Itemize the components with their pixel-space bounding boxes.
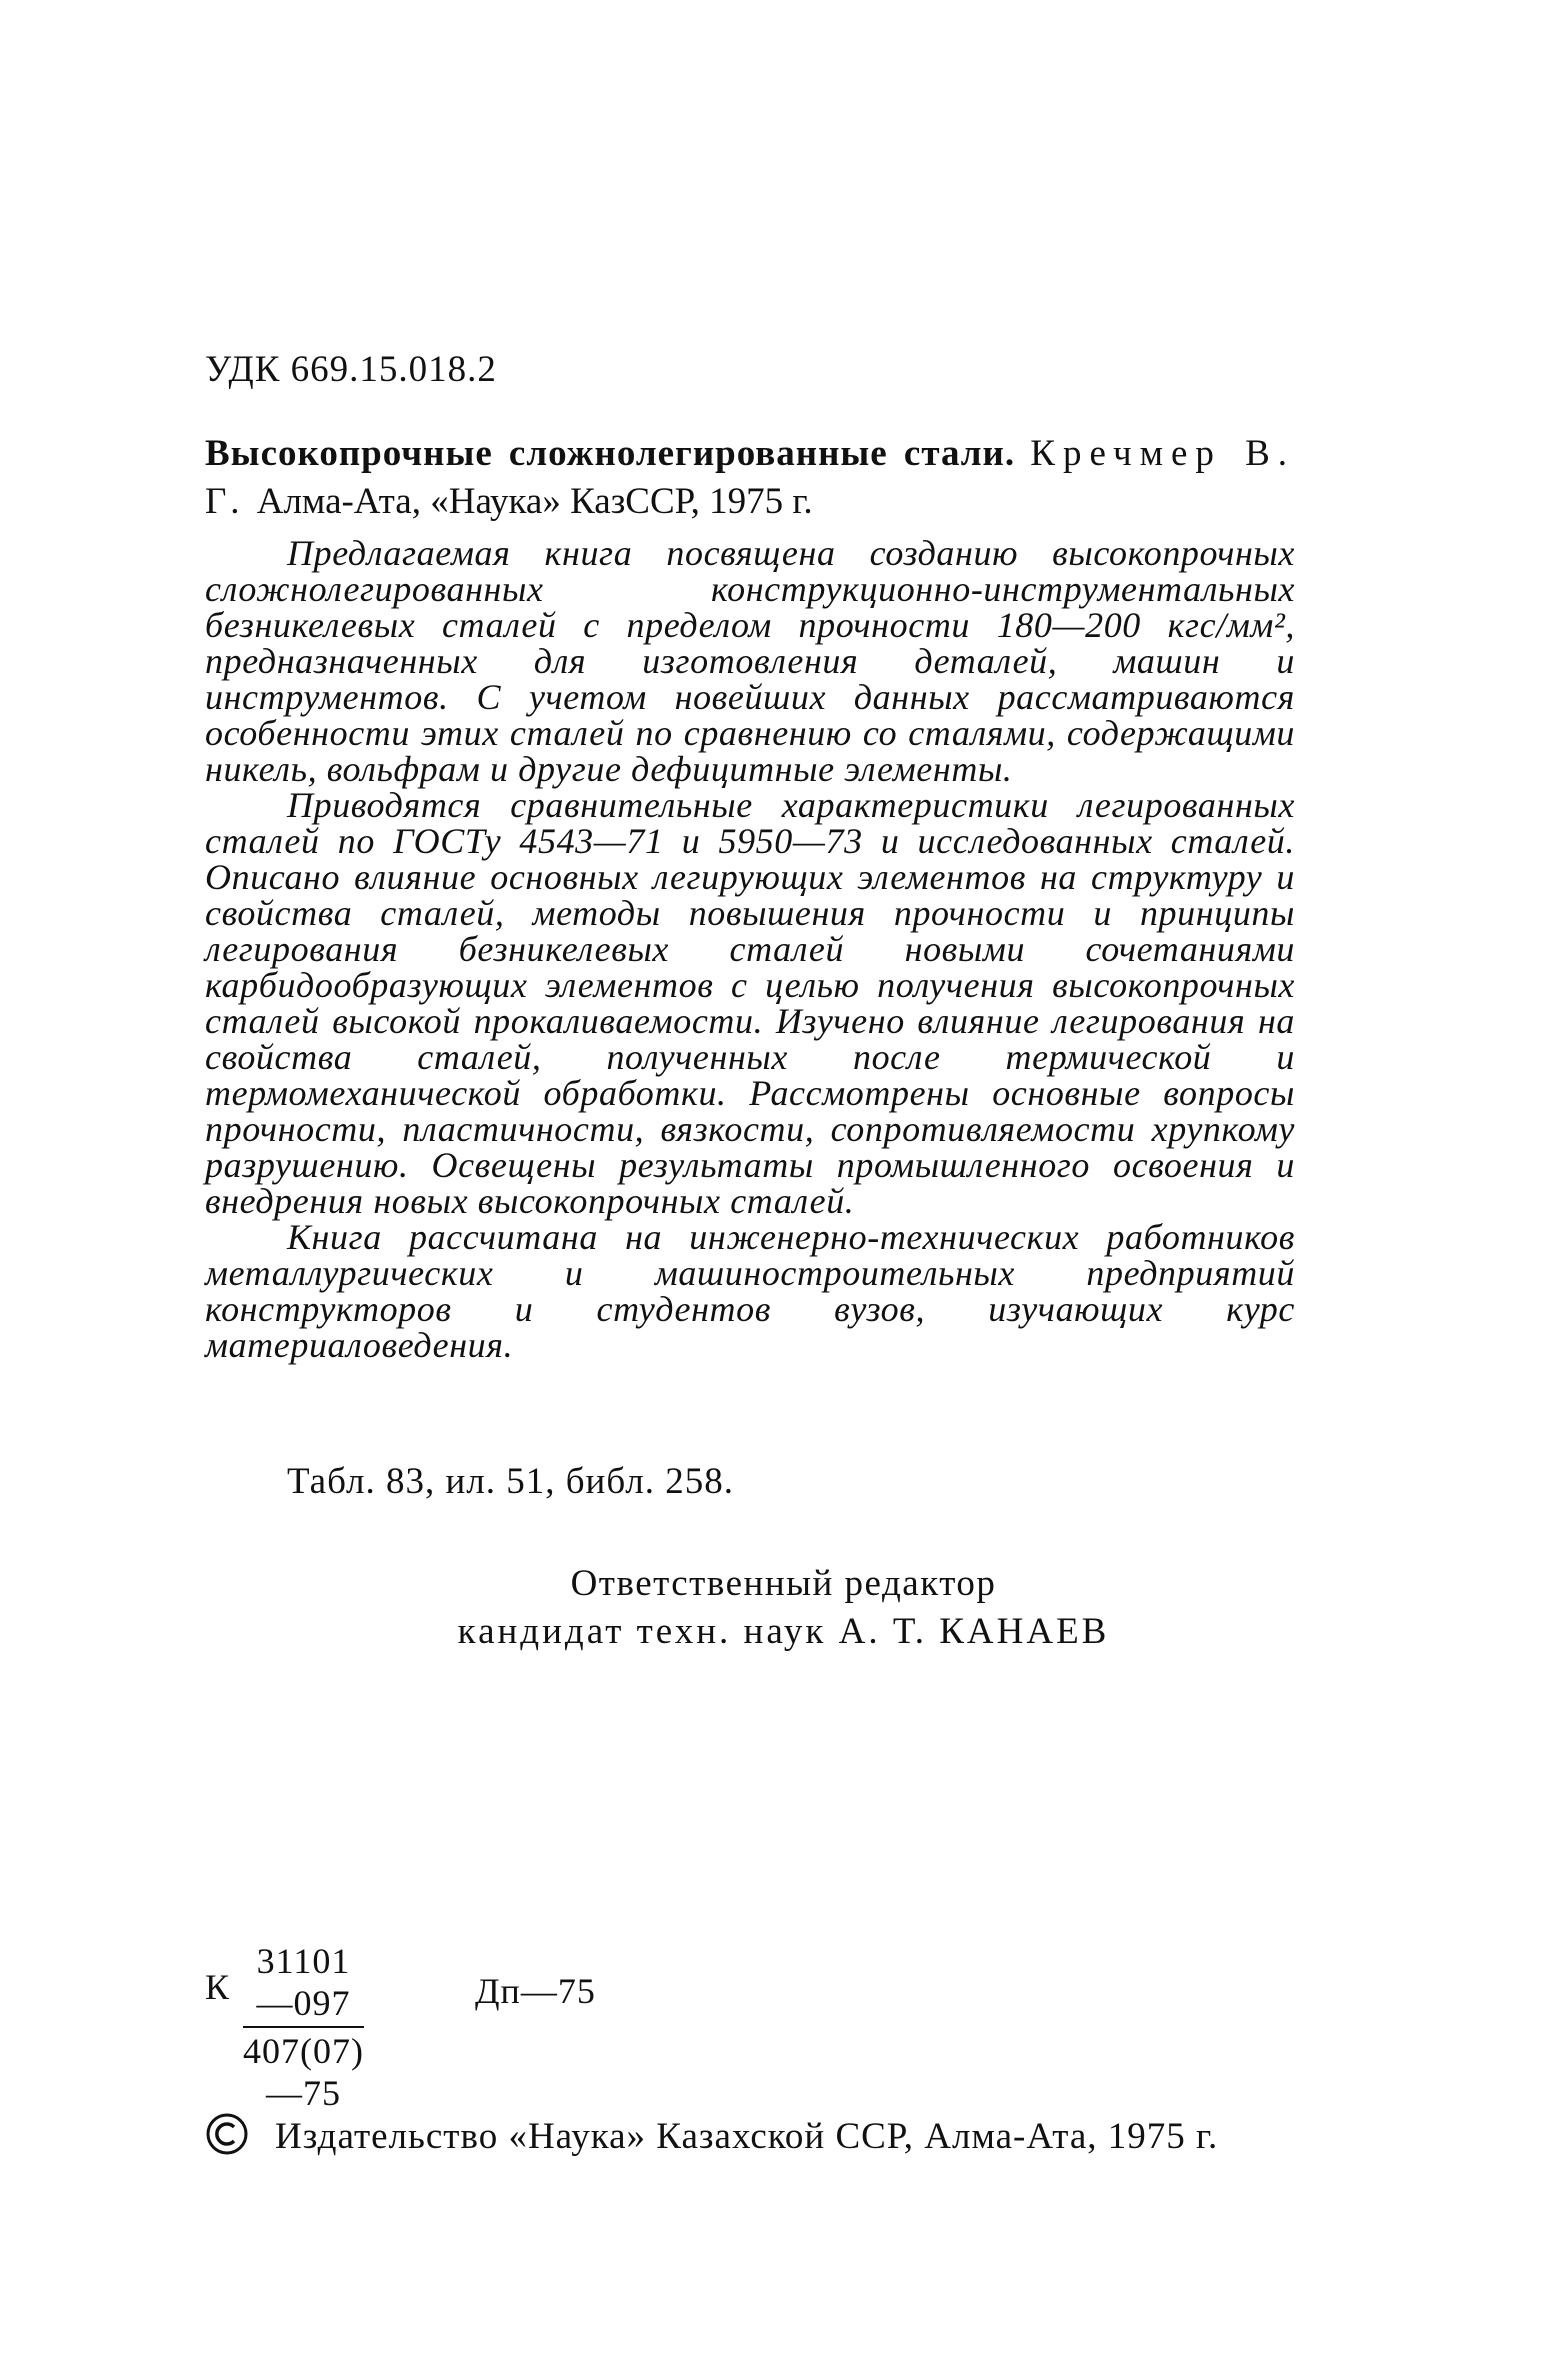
copyright-text: Издательство «Наука» Казахской ССР, Алма-Ата, 1975 г. bbox=[275, 2116, 1219, 2157]
abstract-paragraph-3: Книга рассчитана на инженерно-технических работников металлургических и машиностроительных предприятий конструкторов и студентов вузов, изучающих курс материаловедения. bbox=[205, 1217, 1295, 1365]
copyright-icon bbox=[205, 2112, 249, 2156]
catalog-code-prefix: К bbox=[205, 1967, 230, 2007]
editor-name: кандидат техн. наук А. Т. КАНАЕВ bbox=[457, 1611, 1110, 1652]
book-title: Высокопрочные сложнолегированные стали. bbox=[205, 433, 1016, 474]
editor-role: Ответственный редактор bbox=[570, 1563, 997, 1604]
abstract-paragraph-1: Предлагаемая книга посвящена созданию высокопрочных сложнолегированных конструкционно-инструментальных безникелевых сталей с пределом прочности 180—200 кгс/мм², предназначенных для изготовления деталей, машин и инструментов. С учетом новейших данных рассматриваются особенности этих сталей по сравнению со сталями, содержащими никель, вольфрам и другие дефицитные элементы. bbox=[205, 533, 1295, 789]
copyright-line bbox=[205, 2112, 1218, 2158]
bibliographic-record bbox=[205, 430, 1295, 526]
tables-figures-info: Табл. 83, ил. 51, библ. 258. bbox=[287, 1461, 734, 1502]
catalog-code-suffix: Дп—75 bbox=[475, 1971, 596, 2011]
book-imprint: Алма-Ата, «Наука» КазССР, 1975 г. bbox=[256, 481, 813, 522]
editor-block bbox=[0, 1560, 1567, 1656]
catalog-code-numerator: 31101—097 bbox=[243, 1940, 364, 2028]
catalog-code-denominator: 407(07)—75 bbox=[243, 2031, 364, 2113]
catalog-code-fraction bbox=[243, 1940, 364, 2114]
abstract bbox=[205, 535, 1295, 1363]
udc-code: УДК 669.15.018.2 bbox=[205, 349, 497, 390]
book-author: Кречмер В. Г. bbox=[205, 433, 1296, 522]
abstract-paragraph-2: Приводятся сравнительные характеристики легированных сталей по ГОСТу 4543—71 и 5950—73 и исследованных сталей. Описано влияние основных легирующих элементов на структуру и свойства сталей, методы повышения прочности и принципы легирования безникелевых сталей новыми сочетаниями карбидообразующих элементов с целью получения высокопрочных сталей высокой прокаливаемости. Изучено влияние легирования на свойства сталей, полученных после термической и термомеханической обработки. Рассмотрены основные вопросы прочности, пластичности, вязкости, сопротивляемости хрупкому разрушению. Освещены результаты промышленного освоения и внедрения новых высокопрочных сталей. bbox=[205, 785, 1295, 1221]
